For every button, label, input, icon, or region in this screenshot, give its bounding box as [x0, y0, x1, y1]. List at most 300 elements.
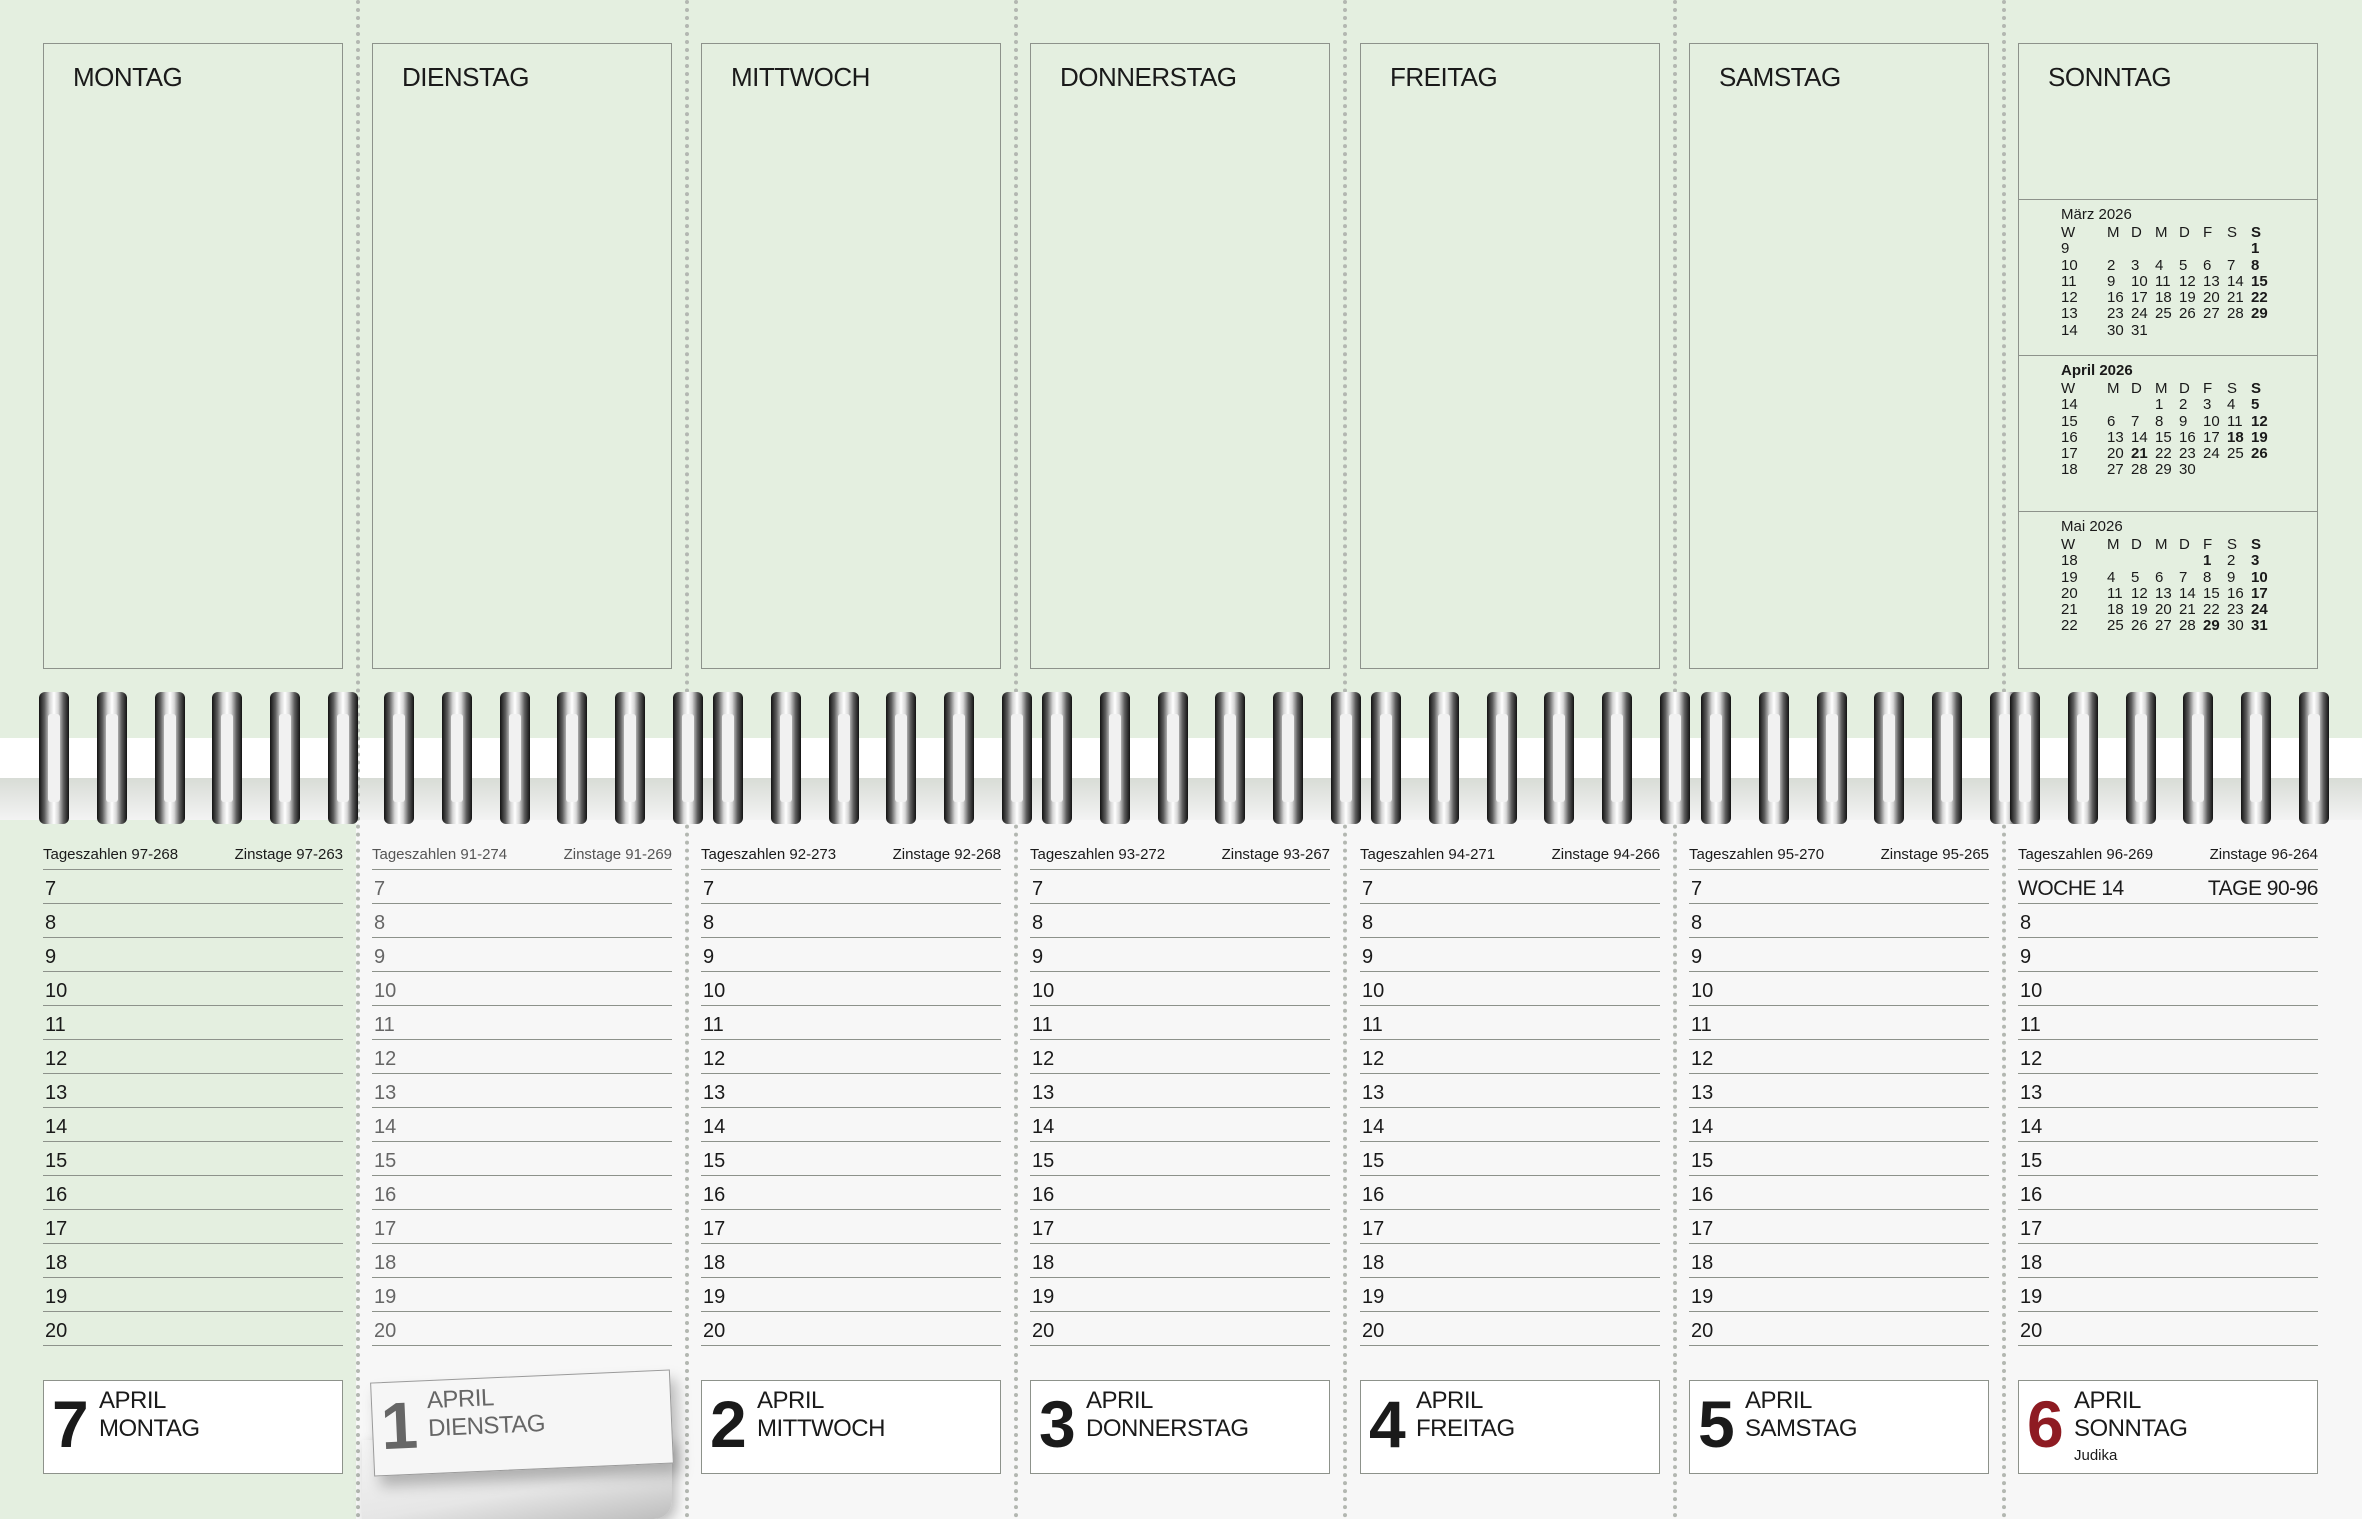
mini-calendar-cell [2203, 323, 2227, 339]
hour-slot[interactable]: 12 [701, 1040, 1001, 1074]
date-number: 1 [379, 1387, 420, 1464]
mini-calendar-cell: 18 [2107, 601, 2124, 619]
mini-calendar-cell: 13 [2203, 272, 2220, 290]
mini-calendar-cell: 16 [2179, 428, 2196, 446]
hour-slot[interactable]: 13 [372, 1074, 672, 1108]
day-notes-box-donnerstag[interactable] [1030, 43, 1330, 669]
mini-calendar-cell [2155, 323, 2179, 339]
mini-calendar-cell: 1 [2155, 396, 2164, 414]
hour-slot[interactable]: 9 [1030, 938, 1330, 972]
hour-slot[interactable]: 10 [1030, 972, 1330, 1006]
mini-calendar-cell: 14 [2227, 272, 2244, 290]
hour-slot[interactable]: 14 [701, 1108, 1001, 1142]
binding-ring [270, 692, 300, 824]
hour-slot[interactable]: 8 [701, 904, 1001, 938]
day-notes-box-samstag[interactable] [1689, 43, 1989, 669]
binding-ring [673, 692, 703, 824]
week-info-row [2018, 870, 2318, 904]
mini-calendar-cell: 16 [2227, 584, 2244, 602]
day-notes-box-sonntag[interactable] [2018, 43, 2318, 669]
day-notes-box-mittwoch[interactable] [701, 43, 1001, 669]
hour-slot[interactable]: 20 [701, 1312, 1001, 1346]
mini-calendar-cell: 18 [2061, 461, 2078, 479]
hour-slot[interactable]: 7 [43, 870, 343, 904]
hour-slot[interactable]: 10 [1689, 972, 1989, 1006]
hour-slot[interactable]: 8 [2018, 904, 2318, 938]
mini-calendar-header-cell: F [2203, 380, 2213, 397]
mini-calendar-cell: 27 [2203, 305, 2220, 323]
hour-slot[interactable]: 17 [43, 1210, 343, 1244]
hour-slot[interactable]: 7 [372, 870, 672, 904]
mini-calendar-cell: 2 [2107, 256, 2116, 274]
mini-calendar-cell: 25 [2227, 445, 2244, 463]
binding-ring [2126, 692, 2156, 824]
mini-calendar-cell: 12 [2251, 412, 2268, 430]
mini-calendar-cell: 25 [2155, 305, 2172, 323]
hour-slot[interactable]: 12 [2018, 1040, 2318, 1074]
hour-slot[interactable]: 15 [1030, 1142, 1330, 1176]
mini-calendar-cell: 17 [2131, 289, 2148, 307]
mini-calendar-cell [2107, 241, 2131, 257]
date-box [701, 1380, 1001, 1474]
hour-slot[interactable]: 16 [2018, 1176, 2318, 1210]
hour-slot[interactable]: 17 [1030, 1210, 1330, 1244]
mini-calendar-header-cell: D [2131, 536, 2142, 553]
hour-slot[interactable]: 14 [1689, 1108, 1989, 1142]
hour-slot[interactable]: 8 [1360, 904, 1660, 938]
hour-slot[interactable]: 17 [2018, 1210, 2318, 1244]
binding-ring [39, 692, 69, 824]
binding-ring [1544, 692, 1574, 824]
mini-calendar-cell: 3 [2251, 552, 2260, 570]
day-meta-row [1689, 840, 1989, 870]
schedule-column-mittwoch [701, 840, 1001, 1346]
day-count-label: Tageszahlen 96-269 [2018, 846, 2154, 863]
mini-calendar-cell [2203, 241, 2227, 257]
hour-slot[interactable]: 16 [1360, 1176, 1660, 1210]
hour-slot[interactable]: 9 [1360, 938, 1660, 972]
date-number: 3 [1039, 1387, 1076, 1461]
mini-calendar-cell: 19 [2061, 568, 2078, 586]
mini-calendar-header-cell: W [2061, 536, 2076, 553]
hour-slot[interactable]: 15 [43, 1142, 343, 1176]
date-box [1030, 1380, 1330, 1474]
hour-slot[interactable]: 8 [372, 904, 672, 938]
hour-slot[interactable]: 11 [1689, 1006, 1989, 1040]
hour-slot[interactable]: 20 [43, 1312, 343, 1346]
mini-calendar-cell: 24 [2131, 305, 2148, 323]
date-month: APRIL [2074, 1387, 2141, 1414]
mini-calendar-cell: 18 [2061, 552, 2078, 570]
date-weekday: MONTAG [99, 1415, 200, 1442]
hour-slot[interactable]: 9 [2018, 938, 2318, 972]
day-name: MITTWOCH [731, 62, 870, 92]
mini-calendar-cell: 21 [2179, 601, 2196, 619]
hour-slot[interactable]: 16 [372, 1176, 672, 1210]
mini-calendar-cell: 23 [2179, 445, 2196, 463]
hour-slot[interactable]: 14 [43, 1108, 343, 1142]
hour-slot[interactable]: 15 [1689, 1142, 1989, 1176]
mini-calendar [2019, 355, 2317, 511]
day-meta-row [1030, 840, 1330, 870]
hour-slot[interactable]: 7 [701, 870, 1001, 904]
mini-calendar-cell [2251, 323, 2275, 339]
mini-calendar-header-cell: M [2107, 380, 2120, 397]
interest-days-label: Zinstage 97-263 [234, 846, 343, 863]
hour-slot[interactable]: 7 [1360, 870, 1660, 904]
day-count-label: Tageszahlen 95-270 [1689, 846, 1825, 863]
mini-calendar-cell: 15 [2155, 428, 2172, 446]
binding-ring [1331, 692, 1361, 824]
hour-slot[interactable]: 10 [2018, 972, 2318, 1006]
binding-ring [1932, 692, 1962, 824]
binding-ring [713, 692, 743, 824]
hour-slot[interactable]: 13 [1030, 1074, 1330, 1108]
mini-calendar-header-cell: M [2107, 224, 2120, 241]
day-meta-row [372, 840, 672, 870]
binding-ring [442, 692, 472, 824]
binding-ring [1100, 692, 1130, 824]
schedule-column-montag [43, 840, 343, 1346]
hour-slot[interactable]: 13 [2018, 1074, 2318, 1108]
schedule-column-sonntag [2018, 840, 2318, 1346]
hour-slot[interactable]: 14 [2018, 1108, 2318, 1142]
mini-calendar-cell: 14 [2061, 321, 2078, 339]
day-notes-box-freitag[interactable] [1360, 43, 1660, 669]
binding-ring [944, 692, 974, 824]
binding-ring [1487, 692, 1517, 824]
mini-calendar-cell: 13 [2061, 305, 2078, 323]
mini-calendar-cell: 20 [2203, 289, 2220, 307]
hour-slot[interactable]: 18 [701, 1244, 1001, 1278]
binding-ring [328, 692, 358, 824]
interest-days-label: Zinstage 91-269 [563, 846, 672, 863]
hour-slot[interactable]: 19 [1030, 1278, 1330, 1312]
binding-ring [1273, 692, 1303, 824]
hour-slot[interactable]: 8 [1689, 904, 1989, 938]
binding-ring [2299, 692, 2329, 824]
week-days-range: TAGE 90-96 [2207, 877, 2318, 900]
day-meta-row [1360, 840, 1660, 870]
day-meta-row [43, 840, 343, 870]
mini-calendar-cell: 12 [2179, 272, 2196, 290]
mini-calendar-header-cell: W [2061, 224, 2076, 241]
hour-slot[interactable]: 11 [1360, 1006, 1660, 1040]
binding-ring [1759, 692, 1789, 824]
mini-calendar-header-cell: S [2227, 536, 2238, 553]
mini-calendar-cell: 22 [2061, 617, 2078, 635]
mini-calendar-cell: 28 [2227, 305, 2244, 323]
mini-calendar-cell: 14 [2179, 584, 2196, 602]
hour-slot[interactable]: 18 [1360, 1244, 1660, 1278]
week-number: WOCHE 14 [2018, 877, 2124, 900]
mini-calendar-header-cell: S [2251, 536, 2262, 553]
binding-ring [1429, 692, 1459, 824]
mini-calendar-grid [2061, 381, 2317, 479]
mini-calendar-cell: 11 [2107, 584, 2123, 602]
hour-slot[interactable]: 12 [43, 1040, 343, 1074]
hour-slot[interactable]: 15 [2018, 1142, 2318, 1176]
mini-calendar-header-cell: D [2179, 536, 2190, 553]
day-name: MONTAG [73, 62, 183, 92]
hour-slot[interactable]: 18 [1030, 1244, 1330, 1278]
hour-slot[interactable]: 12 [372, 1040, 672, 1074]
mini-calendar-cell [2179, 241, 2203, 257]
hour-slot[interactable]: 8 [1030, 904, 1330, 938]
hour-slot[interactable]: 7 [1689, 870, 1989, 904]
mini-calendar-cell: 9 [2227, 568, 2236, 586]
date-month: APRIL [1416, 1387, 1483, 1414]
hour-slot[interactable]: 7 [1030, 870, 1330, 904]
binding-ring [829, 692, 859, 824]
mini-calendar-cell: 23 [2227, 601, 2244, 619]
mini-calendar-cell: 6 [2203, 256, 2212, 274]
date-weekday: MITTWOCH [757, 1415, 885, 1442]
day-notes-box-montag[interactable] [43, 43, 343, 669]
hour-slot[interactable]: 8 [43, 904, 343, 938]
hour-slot[interactable]: 11 [2018, 1006, 2318, 1040]
mini-calendar-cell: 11 [2155, 272, 2171, 290]
mini-calendar-cell: 29 [2203, 617, 2220, 635]
hour-slot[interactable]: 9 [1689, 938, 1989, 972]
mini-calendar-cell: 16 [2061, 428, 2078, 446]
mini-calendar-cell: 18 [2155, 289, 2172, 307]
mini-calendar-header-cell: D [2179, 224, 2190, 241]
mini-calendar-cell: 9 [2179, 412, 2188, 430]
hour-slot[interactable]: 15 [1360, 1142, 1660, 1176]
mini-calendar-cell: 1 [2251, 240, 2260, 258]
mini-calendar-cell: 29 [2155, 461, 2172, 479]
mini-calendar-cell: 15 [2251, 272, 2268, 290]
mini-calendar-header-cell: D [2131, 224, 2142, 241]
mini-calendar-cell [2107, 397, 2131, 413]
mini-calendar-cell: 10 [2061, 256, 2078, 274]
mini-calendar-cell: 24 [2203, 445, 2220, 463]
interest-days-label: Zinstage 96-264 [2209, 846, 2318, 863]
date-month: APRIL [1086, 1387, 1153, 1414]
date-box [370, 1370, 674, 1477]
day-count-label: Tageszahlen 94-271 [1360, 846, 1496, 863]
date-number: 5 [1698, 1387, 1735, 1461]
hour-slot[interactable]: 18 [1689, 1244, 1989, 1278]
date-month: APRIL [757, 1387, 824, 1414]
mini-calendar-cell [2179, 323, 2203, 339]
date-weekday: DIENSTAG [427, 1410, 546, 1443]
mini-calendar-cell: 12 [2131, 584, 2148, 602]
hour-slot[interactable]: 17 [701, 1210, 1001, 1244]
hour-slot[interactable]: 17 [372, 1210, 672, 1244]
hour-slot[interactable]: 12 [1360, 1040, 1660, 1074]
mini-calendar-grid [2061, 537, 2317, 635]
date-month: APRIL [426, 1384, 495, 1415]
mini-calendar-cell: 4 [2227, 396, 2236, 414]
mini-calendar-cell: 12 [2061, 289, 2078, 307]
mini-calendar-cell [2155, 553, 2179, 569]
hour-slot[interactable]: 11 [43, 1006, 343, 1040]
mini-calendar-cell: 3 [2131, 256, 2140, 274]
mini-calendar-cell: 23 [2107, 305, 2124, 323]
hour-slot[interactable]: 16 [1689, 1176, 1989, 1210]
hour-slot[interactable]: 13 [1360, 1074, 1660, 1108]
mini-calendar-cell: 3 [2203, 396, 2212, 414]
mini-calendar-grid [2061, 225, 2317, 339]
hour-slot[interactable]: 16 [701, 1176, 1001, 1210]
mini-calendar-cell: 26 [2179, 305, 2196, 323]
binding-ring [2010, 692, 2040, 824]
hour-slot[interactable]: 19 [43, 1278, 343, 1312]
mini-calendar-cell: 28 [2131, 461, 2148, 479]
hour-slot[interactable]: 14 [1360, 1108, 1660, 1142]
day-count-label: Tageszahlen 91-274 [372, 846, 508, 863]
hour-slot[interactable]: 16 [1030, 1176, 1330, 1210]
binding-ring [615, 692, 645, 824]
hour-slot[interactable]: 15 [701, 1142, 1001, 1176]
hour-slot[interactable]: 20 [1689, 1312, 1989, 1346]
hour-slot[interactable]: 20 [2018, 1312, 2318, 1346]
hour-slot[interactable]: 13 [43, 1074, 343, 1108]
mini-calendar-cell [2179, 553, 2203, 569]
binding-ring [2068, 692, 2098, 824]
hour-slot[interactable]: 18 [43, 1244, 343, 1278]
mini-calendar-cell: 17 [2203, 428, 2220, 446]
day-name: FREITAG [1390, 62, 1498, 92]
hour-slot[interactable]: 13 [701, 1074, 1001, 1108]
interest-days-label: Zinstage 93-267 [1221, 846, 1330, 863]
holiday-note: Judika [2074, 1447, 2118, 1464]
mini-calendar-cell: 30 [2107, 321, 2124, 339]
mini-calendar-cell: 11 [2227, 412, 2243, 430]
hour-slot[interactable]: 19 [1689, 1278, 1989, 1312]
binding-ring [1874, 692, 1904, 824]
hour-slot[interactable]: 15 [372, 1142, 672, 1176]
hour-slot[interactable]: 9 [372, 938, 672, 972]
mini-calendar-header-cell: M [2155, 380, 2168, 397]
hour-slot[interactable]: 16 [43, 1176, 343, 1210]
date-month: APRIL [99, 1387, 166, 1414]
mini-calendar-cell [2227, 323, 2251, 339]
mini-calendar-cell: 15 [2203, 584, 2220, 602]
mini-calendar-cell: 22 [2155, 445, 2172, 463]
mini-calendar-cell: 20 [2061, 584, 2078, 602]
mini-calendar-cell: 6 [2155, 568, 2164, 586]
date-weekday: DONNERSTAG [1086, 1415, 1249, 1442]
date-box [1689, 1380, 1989, 1474]
date-weekday: FREITAG [1416, 1415, 1515, 1442]
mini-calendar-header-cell: S [2227, 380, 2238, 397]
interest-days-label: Zinstage 92-268 [892, 846, 1001, 863]
date-box [1360, 1380, 1660, 1474]
mini-calendar-cell: 26 [2251, 445, 2268, 463]
day-count-label: Tageszahlen 92-273 [701, 846, 837, 863]
hour-slot[interactable]: 20 [372, 1312, 672, 1346]
binding-ring [155, 692, 185, 824]
mini-calendar-cell: 2 [2227, 552, 2236, 570]
hour-slot[interactable]: 19 [2018, 1278, 2318, 1312]
mini-calendar-cell: 21 [2131, 445, 2148, 463]
date-box [43, 1380, 343, 1474]
hour-slot[interactable]: 9 [701, 938, 1001, 972]
mini-calendar-cell: 1 [2203, 552, 2212, 570]
hour-slot[interactable]: 12 [1689, 1040, 1989, 1074]
mini-calendar-cell: 5 [2251, 396, 2260, 414]
mini-calendar-cell: 8 [2203, 568, 2212, 586]
mini-calendar-cell: 8 [2155, 412, 2164, 430]
mini-calendar-header-cell: M [2155, 536, 2168, 553]
mini-calendar-cell: 14 [2061, 396, 2078, 414]
hour-slot[interactable]: 19 [1360, 1278, 1660, 1312]
date-number: 6 [2027, 1387, 2064, 1461]
binding-ring [500, 692, 530, 824]
hour-slot[interactable]: 18 [2018, 1244, 2318, 1278]
day-name: SAMSTAG [1719, 62, 1841, 92]
hour-slot[interactable]: 10 [1360, 972, 1660, 1006]
interest-days-label: Zinstage 95-265 [1880, 846, 1989, 863]
mini-calendar-cell: 21 [2227, 289, 2244, 307]
mini-calendar-cell: 11 [2061, 272, 2077, 290]
hour-slot[interactable]: 19 [372, 1278, 672, 1312]
hour-slot[interactable]: 10 [43, 972, 343, 1006]
hour-slot[interactable]: 13 [1689, 1074, 1989, 1108]
hour-slot[interactable]: 17 [1689, 1210, 1989, 1244]
binding-ring [1002, 692, 1032, 824]
hour-slot[interactable]: 9 [43, 938, 343, 972]
mini-calendar-cell: 27 [2107, 461, 2124, 479]
mini-calendar-cell: 14 [2131, 428, 2148, 446]
hour-slot[interactable]: 11 [701, 1006, 1001, 1040]
binding-ring [1701, 692, 1731, 824]
hour-slot[interactable]: 17 [1360, 1210, 1660, 1244]
mini-calendar-cell [2107, 553, 2131, 569]
hour-slot[interactable]: 10 [701, 972, 1001, 1006]
hour-slot[interactable]: 20 [1030, 1312, 1330, 1346]
day-notes-box-dienstag[interactable] [372, 43, 672, 669]
hour-slot[interactable]: 12 [1030, 1040, 1330, 1074]
mini-calendar-cell [2131, 397, 2155, 413]
date-box [2018, 1380, 2318, 1474]
date-number: 7 [52, 1387, 89, 1461]
hour-slot[interactable]: 14 [372, 1108, 672, 1142]
mini-calendar-cell: 30 [2179, 461, 2196, 479]
hour-slot[interactable]: 18 [372, 1244, 672, 1278]
hour-slot[interactable]: 14 [1030, 1108, 1330, 1142]
binding-ring [886, 692, 916, 824]
date-month: APRIL [1745, 1387, 1812, 1414]
hour-slot[interactable]: 19 [701, 1278, 1001, 1312]
mini-calendar-cell: 18 [2227, 428, 2244, 446]
hour-slot[interactable]: 10 [372, 972, 672, 1006]
mini-calendar-cell: 4 [2155, 256, 2164, 274]
hour-slot[interactable]: 11 [372, 1006, 672, 1040]
hour-slot[interactable]: 20 [1360, 1312, 1660, 1346]
binding-ring [771, 692, 801, 824]
mini-calendar-cell [2131, 553, 2155, 569]
mini-calendar-cell: 13 [2107, 428, 2124, 446]
binding-ring [1158, 692, 1188, 824]
mini-calendar-cell: 4 [2107, 568, 2116, 586]
mini-calendar-header-cell: M [2155, 224, 2168, 241]
mini-calendar-title: Mai 2026 [2061, 518, 2123, 535]
mini-calendar-cell: 22 [2251, 289, 2268, 307]
binding-ring [2183, 692, 2213, 824]
mini-calendar-cell: 15 [2061, 412, 2078, 430]
mini-calendar-cell: 10 [2131, 272, 2148, 290]
mini-calendar-cell: 13 [2155, 584, 2172, 602]
hour-slot[interactable]: 11 [1030, 1006, 1330, 1040]
binding-ring [1660, 692, 1690, 824]
mini-calendar-cell: 19 [2179, 289, 2196, 307]
binding-ring [212, 692, 242, 824]
mini-calendar-cell: 9 [2107, 272, 2116, 290]
